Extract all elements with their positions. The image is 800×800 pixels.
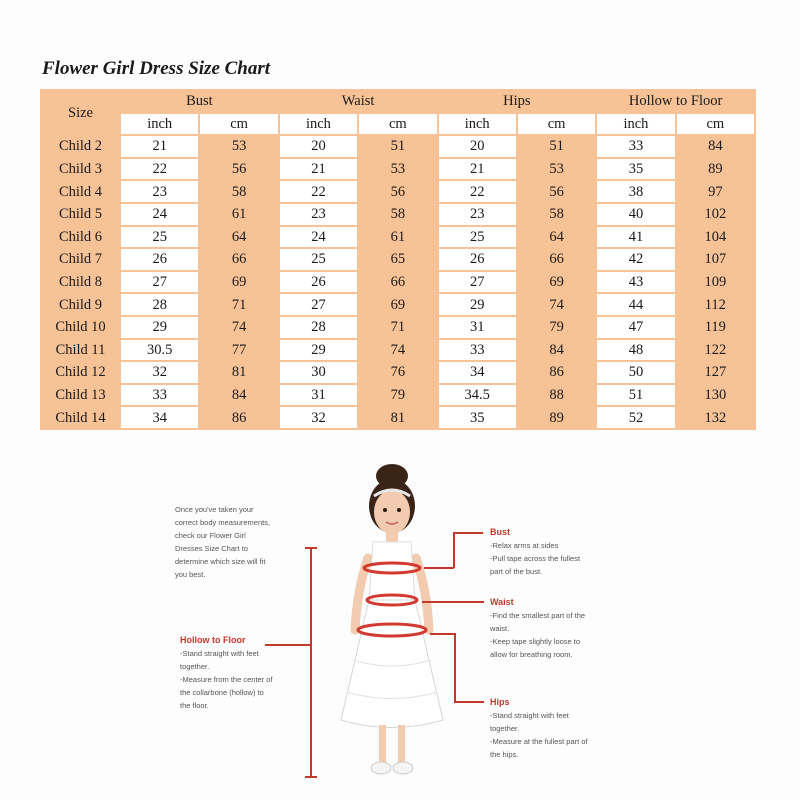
guide-intro-line: determine which size will fit [175,557,266,566]
table-cell: 50 [597,362,674,383]
bust-pointer-line [453,532,455,568]
table-cell: 47 [597,317,674,338]
guide-intro-line: you best. [175,570,206,579]
bust-title: Bust [490,527,510,537]
table-cell: 20 [439,136,516,157]
table-row [42,159,754,180]
table-row [42,204,754,225]
group-header-hollow-to-floor: Hollow to Floor [597,91,754,112]
unit-header: inch [280,114,357,135]
table-cell: 74 [518,294,595,315]
table-cell: 58 [200,181,277,202]
table-cell: 23 [439,204,516,225]
table-row [42,362,754,383]
hips-pointer-line [454,701,484,703]
table-cell: 23 [280,204,357,225]
note-line: waist. [490,624,510,633]
bust-pointer-line [453,532,483,534]
unit-header: inch [439,114,516,135]
table-cell: 66 [518,249,595,270]
table-cell: 27 [121,272,198,293]
waist-pointer-line [422,601,484,603]
table-cell: 58 [359,204,436,225]
size-label: Child 2 [42,136,119,157]
table-cell: 31 [280,385,357,406]
table-cell: 25 [121,227,198,248]
table-cell: 88 [518,385,595,406]
table-row [42,385,754,406]
table-cell: 56 [359,181,436,202]
note-line: together. [490,724,520,733]
size-label: Child 3 [42,159,119,180]
table-cell: 58 [518,204,595,225]
size-label: Child 9 [42,294,119,315]
table-cell: 104 [677,227,754,248]
hollow-to-floor-note [180,633,320,712]
table-cell: 81 [200,362,277,383]
table-cell: 84 [200,385,277,406]
table-cell: 64 [518,227,595,248]
guide-intro-line: check our Flower Girl [175,531,246,540]
table-cell: 89 [677,159,754,180]
size-column-header: Size [42,91,119,134]
table-cell: 109 [677,272,754,293]
group-header-waist: Waist [280,91,437,112]
size-chart-body [42,136,754,428]
note-line: -Find the smallest part of the [490,611,586,620]
table-cell: 32 [121,362,198,383]
table-cell: 61 [359,227,436,248]
page-title: Flower Girl Dress Size Chart [42,58,271,79]
table-cell: 44 [597,294,674,315]
group-header-row [42,91,754,112]
table-cell: 53 [200,136,277,157]
note-line: the hips. [490,750,519,759]
table-cell: 56 [518,181,595,202]
guide-intro-line: Dresses Size Chart to [175,544,248,553]
table-cell: 89 [518,407,595,428]
table-row [42,317,754,338]
flower-girl-illustration [315,460,465,790]
table-cell: 122 [677,340,754,361]
size-label: Child 8 [42,272,119,293]
table-cell: 65 [359,249,436,270]
table-cell: 66 [200,249,277,270]
waist-note [490,595,640,661]
table-cell: 71 [200,294,277,315]
unit-header: cm [200,114,277,135]
table-cell: 86 [200,407,277,428]
table-cell: 77 [200,340,277,361]
table-cell: 51 [359,136,436,157]
table-cell: 130 [677,385,754,406]
table-cell: 51 [597,385,674,406]
table-cell: 38 [597,181,674,202]
note-line: -Measure at the fullest part of [490,737,588,746]
table-cell: 56 [200,159,277,180]
table-cell: 35 [597,159,674,180]
table-row [42,136,754,157]
size-label: Child 6 [42,227,119,248]
table-cell: 33 [439,340,516,361]
note-line: -Pull tape across the fullest [490,554,581,563]
table-cell: 51 [518,136,595,157]
table-cell: 29 [439,294,516,315]
hips-pointer-line [454,633,456,701]
note-line: the collarbone (hollow) to [180,688,264,697]
table-row [42,181,754,202]
bust-pointer-line [424,567,454,569]
table-cell: 69 [518,272,595,293]
table-cell: 74 [200,317,277,338]
table-cell: 24 [121,204,198,225]
table-cell: 34 [439,362,516,383]
unit-header: inch [121,114,198,135]
note-line: -Stand straight with feet [180,649,259,658]
table-cell: 79 [359,385,436,406]
group-header-hips: Hips [439,91,596,112]
table-row [42,340,754,361]
hips-note [490,695,640,761]
table-cell: 32 [280,407,357,428]
measure-tick [305,776,317,778]
table-cell: 27 [439,272,516,293]
table-cell: 26 [121,249,198,270]
table-cell: 35 [439,407,516,428]
size-chart-table [40,89,756,430]
note-line: part of the bust. [490,567,543,576]
table-cell: 28 [121,294,198,315]
hollow-to-floor-title: Hollow to Floor [180,635,246,645]
table-cell: 48 [597,340,674,361]
table-cell: 40 [597,204,674,225]
waist-title: Waist [490,597,514,607]
table-cell: 20 [280,136,357,157]
table-cell: 33 [597,136,674,157]
size-label: Child 14 [42,407,119,428]
note-line: -Keep tape slightly loose to [490,637,581,646]
table-cell: 102 [677,204,754,225]
measure-tick [305,547,317,549]
note-line: -Stand straight with feet [490,711,569,720]
table-cell: 26 [280,272,357,293]
table-cell: 127 [677,362,754,383]
table-cell: 64 [200,227,277,248]
table-cell: 31 [439,317,516,338]
table-cell: 52 [597,407,674,428]
note-line: -Relax arms at sides [490,541,559,550]
note-line: together. [180,662,210,671]
size-label: Child 11 [42,340,119,361]
table-cell: 69 [359,294,436,315]
table-cell: 132 [677,407,754,428]
table-cell: 25 [439,227,516,248]
table-cell: 43 [597,272,674,293]
unit-header: inch [597,114,674,135]
table-cell: 21 [121,136,198,157]
table-row [42,272,754,293]
table-cell: 74 [359,340,436,361]
table-cell: 97 [677,181,754,202]
unit-header-row [42,114,754,135]
table-cell: 21 [280,159,357,180]
note-line: -Measure from the center of [180,675,273,684]
table-cell: 33 [121,385,198,406]
unit-header: cm [359,114,436,135]
table-cell: 107 [677,249,754,270]
table-cell: 69 [200,272,277,293]
table-cell: 22 [439,181,516,202]
table-cell: 28 [280,317,357,338]
size-label: Child 4 [42,181,119,202]
guide-intro [175,503,305,581]
table-cell: 119 [677,317,754,338]
table-cell: 53 [359,159,436,180]
table-cell: 34.5 [439,385,516,406]
table-row [42,294,754,315]
table-cell: 30 [280,362,357,383]
hips-title: Hips [490,697,510,707]
table-cell: 29 [280,340,357,361]
table-cell: 66 [359,272,436,293]
table-cell: 41 [597,227,674,248]
size-label: Child 10 [42,317,119,338]
table-cell: 30.5 [121,340,198,361]
table-cell: 24 [280,227,357,248]
table-cell: 22 [280,181,357,202]
note-line: allow for breathing room. [490,650,573,659]
size-label: Child 7 [42,249,119,270]
table-cell: 34 [121,407,198,428]
group-header-bust: Bust [121,91,278,112]
unit-header: cm [518,114,595,135]
table-cell: 84 [518,340,595,361]
size-label: Child 13 [42,385,119,406]
table-cell: 84 [677,136,754,157]
hips-pointer-line [430,633,455,635]
table-cell: 25 [280,249,357,270]
unit-header: cm [677,114,754,135]
table-cell: 112 [677,294,754,315]
table-cell: 76 [359,362,436,383]
table-cell: 42 [597,249,674,270]
table-cell: 79 [518,317,595,338]
table-row [42,407,754,428]
table-cell: 61 [200,204,277,225]
table-cell: 86 [518,362,595,383]
table-cell: 22 [121,159,198,180]
table-cell: 71 [359,317,436,338]
size-label: Child 12 [42,362,119,383]
measurement-guide [150,455,650,795]
table-row [42,227,754,248]
table-row [42,249,754,270]
table-cell: 29 [121,317,198,338]
table-cell: 23 [121,181,198,202]
table-cell: 21 [439,159,516,180]
guide-intro-line: Once you've taken your [175,505,254,514]
table-cell: 26 [439,249,516,270]
size-label: Child 5 [42,204,119,225]
table-cell: 81 [359,407,436,428]
table-cell: 53 [518,159,595,180]
bust-note [490,525,640,578]
note-line: the floor. [180,701,209,710]
table-cell: 27 [280,294,357,315]
guide-intro-line: correct body measurements, [175,518,271,527]
